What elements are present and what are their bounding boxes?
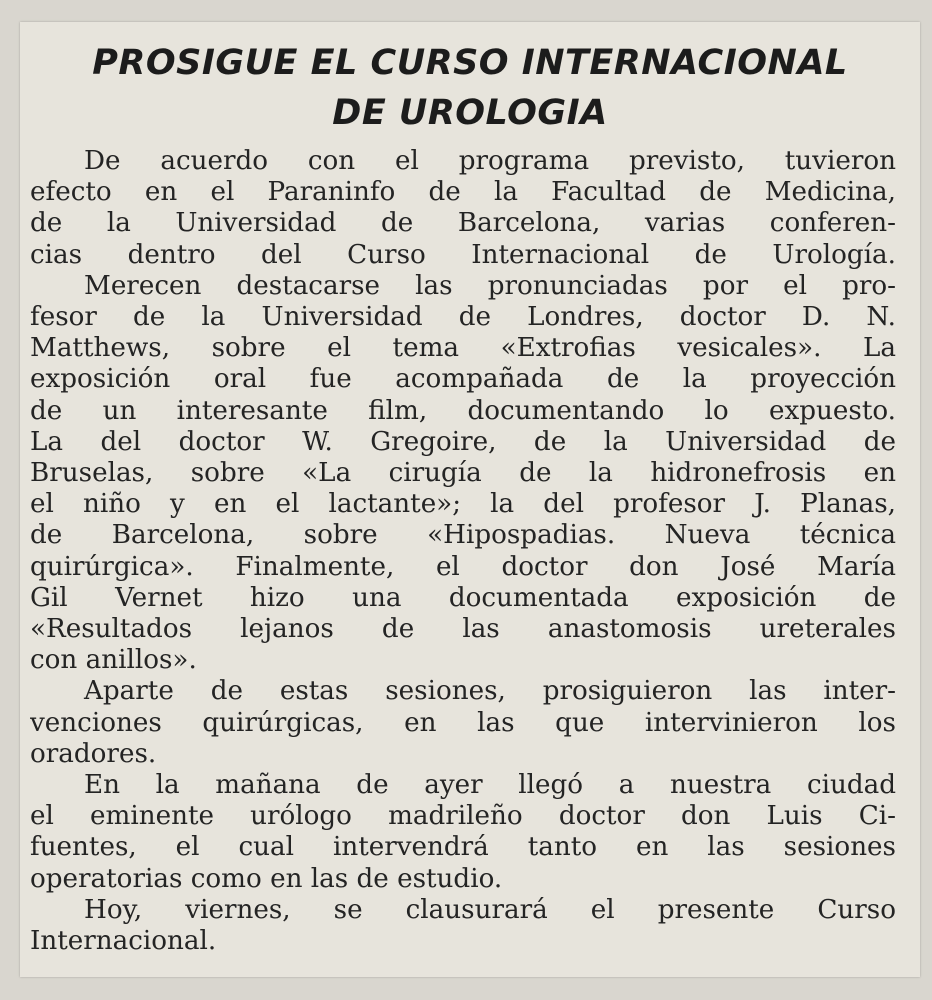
headline: [20, 38, 920, 138]
article-line: el niño y en el lactante»; la del profesor J. Planas,: [30, 489, 896, 520]
article-line: de la Universidad de Barcelona, varias conferen-: [30, 208, 896, 239]
article-line: operatorias como en las de estudio.: [30, 863, 503, 894]
newspaper-clipping: [20, 22, 920, 977]
article-line: fuentes, el cual intervendrá tanto en las sesiones: [30, 832, 896, 863]
article-line: el eminente urólogo madrileño doctor don Luis Ci-: [30, 801, 896, 832]
article-line: venciones quirúrgicas, en las que intervinieron los: [30, 707, 896, 738]
article-line: con anillos».: [30, 645, 197, 676]
article-line: Internacional.: [30, 926, 217, 957]
article-line: «Resultados lejanos de las anastomosis ureterales: [30, 614, 896, 645]
article-line: Bruselas, sobre «La cirugía de la hidronefrosis en: [30, 458, 896, 489]
article-line: de Barcelona, sobre «Hipospadias. Nueva técnica: [30, 520, 896, 551]
article-line: Matthews, sobre el tema «Extrofias vesicales». La: [30, 333, 896, 364]
headline-line: PROSIGUE EL CURSO INTERNACIONAL: [92, 43, 848, 83]
article-line: Gil Vernet hizo una documentada exposición de: [30, 582, 896, 613]
article-line: efecto en el Paraninfo de la Facultad de Medicina,: [30, 177, 896, 208]
article-body: [30, 146, 896, 957]
article-line: quirúrgica». Finalmente, el doctor don José María: [30, 551, 896, 582]
article-line: Aparte de estas sesiones, prosiguieron las inter-: [84, 676, 896, 707]
article-line: Hoy, viernes, se clausurará el presente Curso: [84, 894, 896, 925]
article-line: cias dentro del Curso Internacional de Urología.: [30, 239, 896, 270]
article-line: En la mañana de ayer llegó a nuestra ciudad: [84, 770, 896, 801]
article-line: La del doctor W. Gregoire, de la Universidad de: [30, 426, 896, 457]
headline-line: DE UROLOGIA: [332, 93, 608, 133]
article-line: de un interesante film, documentando lo expuesto.: [30, 395, 896, 426]
article-line: exposición oral fue acompañada de la proyección: [30, 364, 896, 395]
article-line: fesor de la Universidad de Londres, doctor D. N.: [30, 302, 896, 333]
article-line: oradores.: [30, 738, 157, 769]
article-line: Merecen destacarse las pronunciadas por el pro-: [84, 270, 896, 301]
article-line: De acuerdo con el programa previsto, tuvieron: [84, 146, 896, 176]
